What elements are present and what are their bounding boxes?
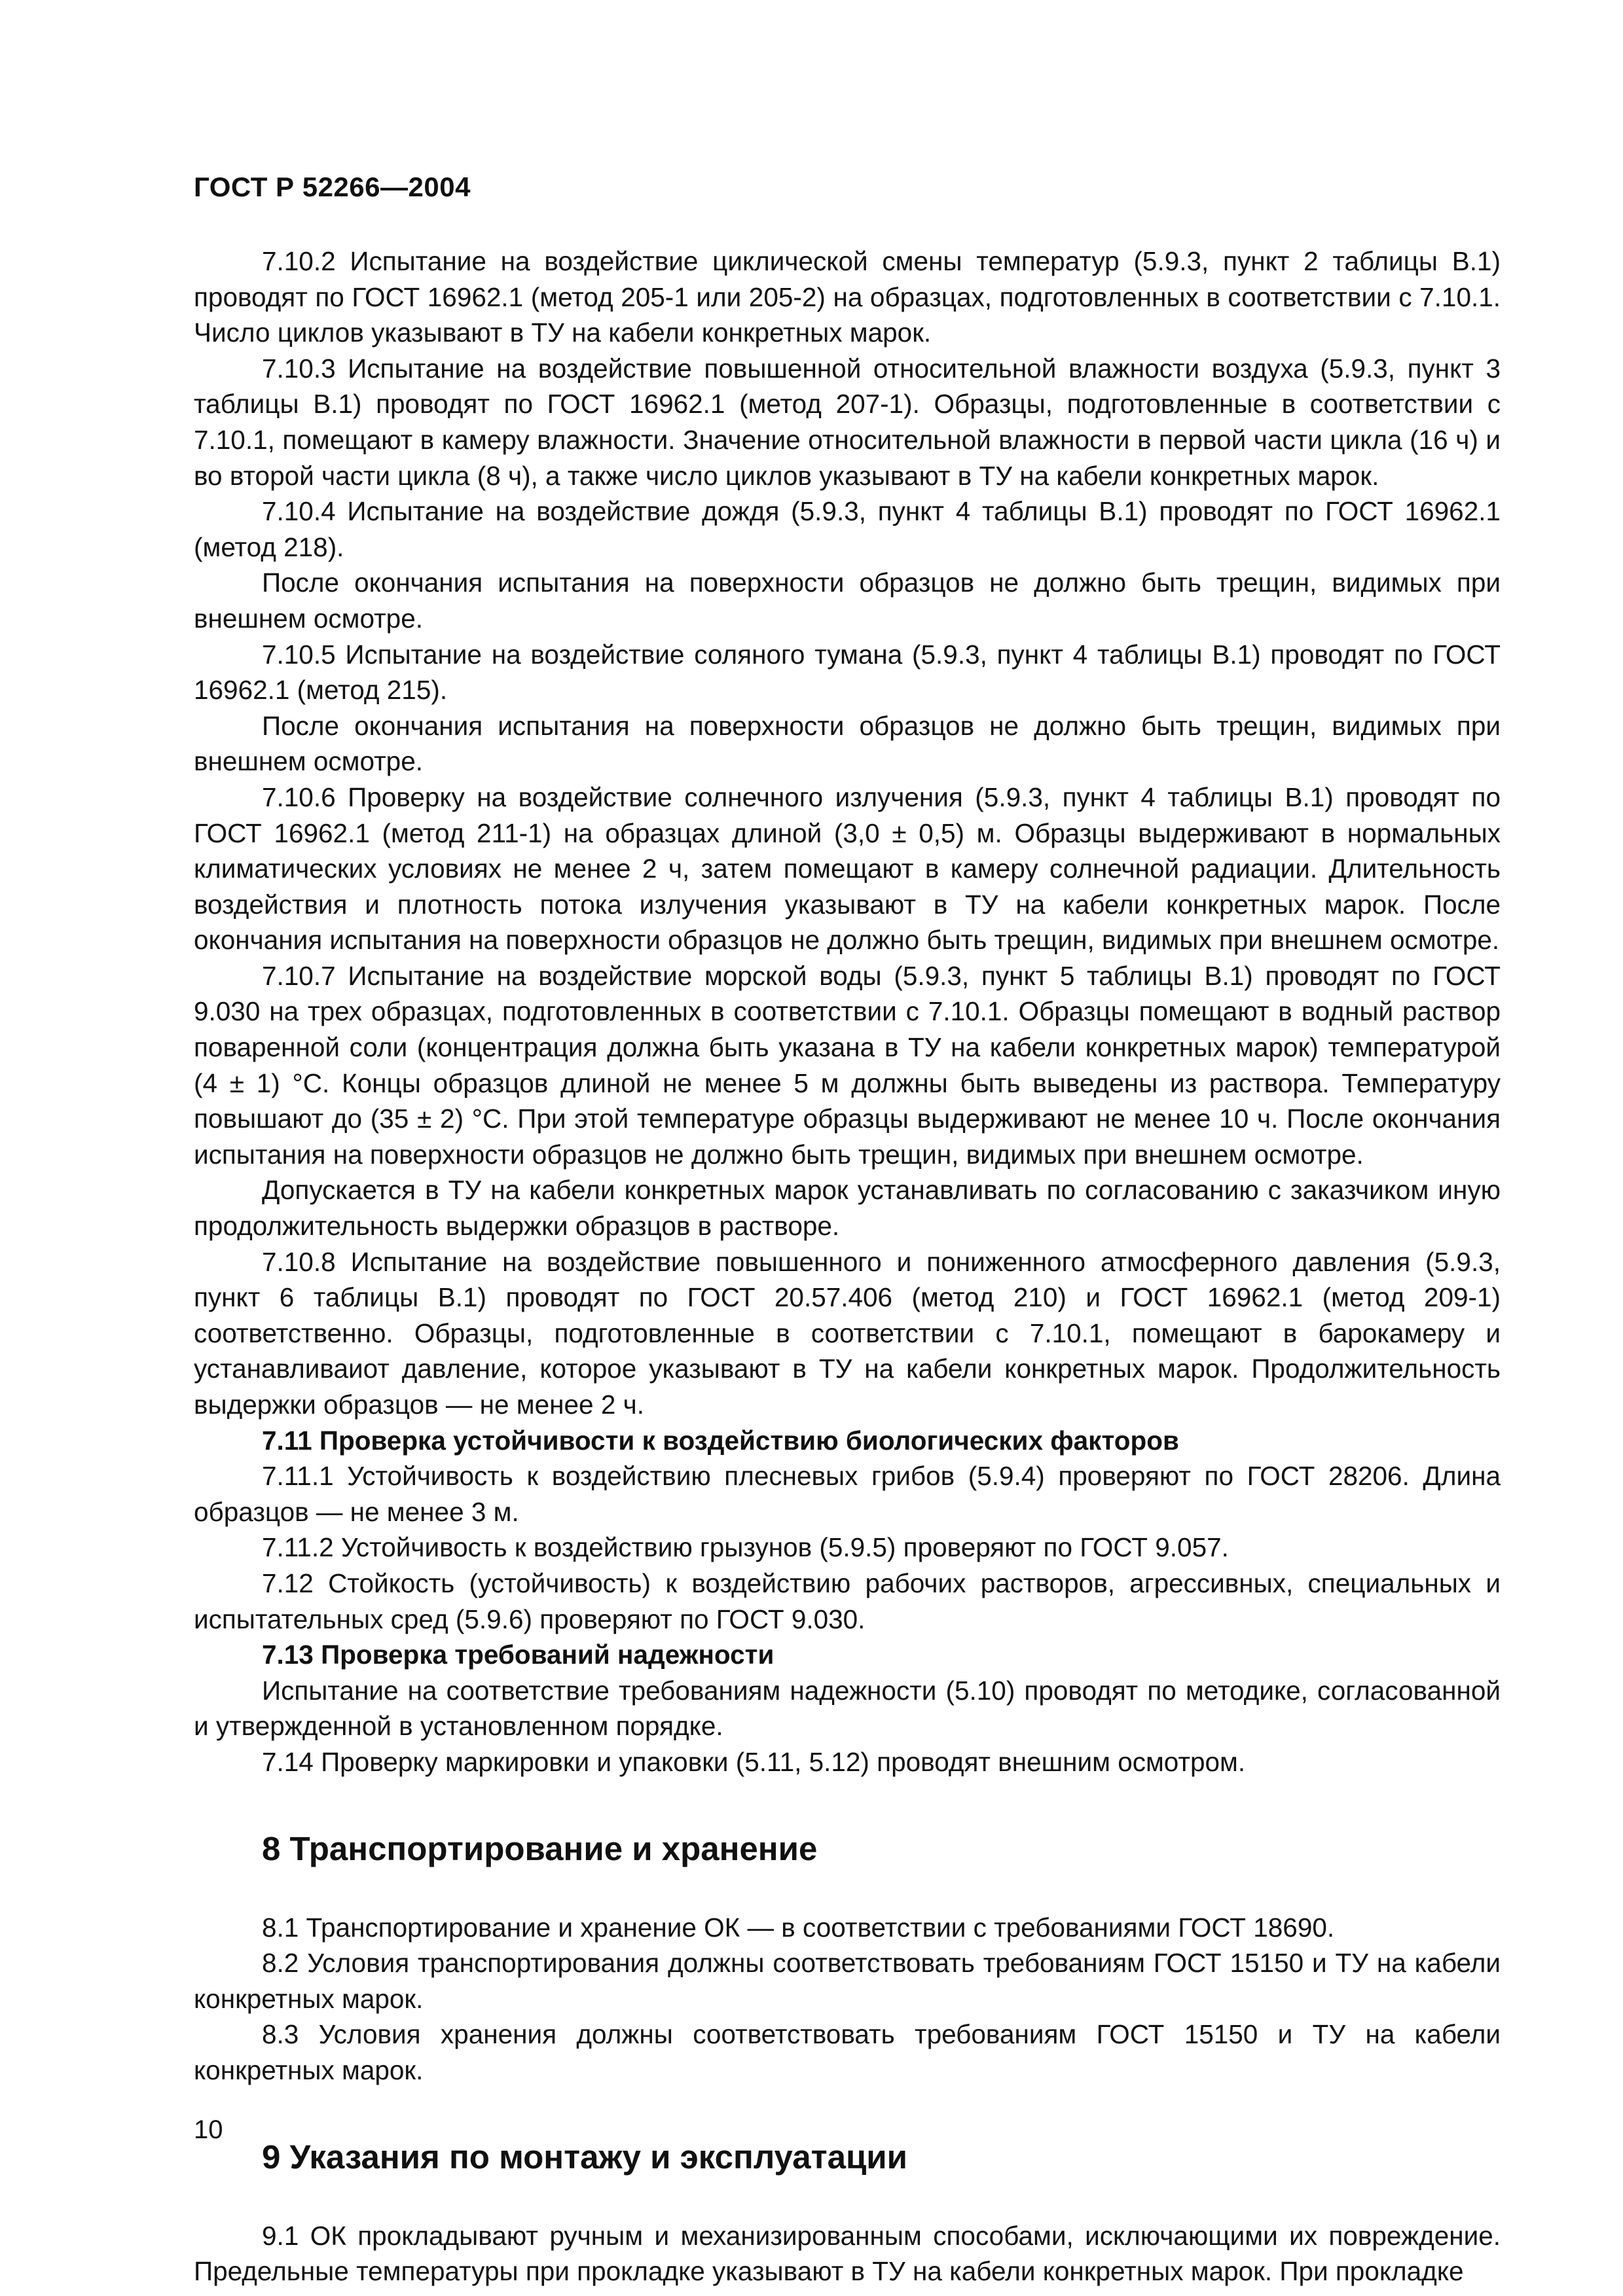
paragraph-8-2: 8.2 Условия транспортирования должны соответствовать требованиям ГОСТ 15150 и ТУ на кабели конкретных марок. [194,1948,1501,2014]
page-number: 10 [194,2115,223,2144]
section-8-title: 8 Транспортирование и хранение [262,1829,818,1867]
paragraph-7-10-8: 7.10.8 Испытание на воздействие повышенного и пониженного атмосферного давления (5.9.3, пункт 6 таблицы В.1) проводят по ГОСТ 20.57.406 (метод 210) и ГОСТ 16962.1 (метод 209-1) соответственно. Образцы, подготовленные в соответствии с 7.10.1, помещают в барокамеру и устанавливаиот давление, которое указывают в ТУ на кабели конкретных марок. Продолжительность выдержки образцов — не менее 2 ч. [194,1246,1501,1420]
paragraph-7-12: 7.12 Стойкость (устойчивость) к воздействию рабочих растворов, агрессивных, специальных и испытательных сред (5.9.6) проверяют по ГОСТ 9.030. [194,1568,1501,1634]
paragraph-7-10-7-note: Допускается в ТУ на кабели конкретных марок устанавливать по согласованию с заказчиком иную продолжительность выдержки образцов в растворе. [194,1175,1501,1242]
paragraph-7-10-5-note: После окончания испытания на поверхности образцов не должно быть трещин, видимых при внешнем осмотре. [194,710,1501,777]
paragraph-7-13: Испытание на соответствие требованиям надежности (5.10) проводят по методике, согласованной и утвержденной в установленном порядке. [194,1675,1501,1742]
paragraph-7-11-1: 7.11.1 Устойчивость к воздействию плесневых грибов (5.9.4) проверяют по ГОСТ 28206. Длина образцов — не менее 3 м. [194,1461,1501,1527]
document-body [194,243,1501,2289]
section-9-title: 9 Указания по монтажу и эксплуатации [262,2138,908,2176]
paragraph-9-1: 9.1 ОК прокладывают ручным и механизированным способами, исключающими их повреждение. Предельные температуры при прокладке указывают в ТУ на кабели конкретных марок. При прокладке [194,2220,1501,2287]
paragraph-7-10-3: 7.10.3 Испытание на воздействие повышенной относительной влажности воздуха (5.9.3, пункт 3 таблицы В.1) проводят по ГОСТ 16962.1 (метод 207-1). Образцы, подготовленные в соответствии с 7.10.1, помещают в камеру влажности. Значение относительной влажности в первой части цикла (16 ч) и во второй части цикла (8 ч), а также число циклов указывают в ТУ на кабели конкретных марок. [194,353,1501,491]
paragraph-7-11-2: 7.11.2 Устойчивость к воздействию грызунов (5.9.5) проверяют по ГОСТ 9.057. [262,1532,1229,1563]
paragraph-7-10-2: 7.10.2 Испытание на воздействие циклической смены температур (5.9.3, пункт 2 таблицы В.1) проводят по ГОСТ 16962.1 (метод 205-1 или 205-2) на образцах, подготовленных в соответствии с 7.10.1. Число циклов указывают в ТУ на кабели конкретных марок. [194,246,1501,348]
subheading-7-11: 7.11 Проверка устойчивости к воздействию биологических факторов [262,1425,1179,1456]
paragraph-7-10-4-note: После окончания испытания на поверхности образцов не должно быть трещин, видимых при внешнем осмотре. [194,567,1501,634]
paragraph-7-10-7: 7.10.7 Испытание на воздействие морской воды (5.9.3, пункт 5 таблицы В.1) проводят по ГОСТ 9.030 на трех образцах, подготовленных в соответствии с 7.10.1. Образцы помещают в водный раствор поваренной соли (концентрация должна быть указана в ТУ на кабели конкретных марок) температурой (4 ± 1) °С. Концы образцов длиной не менее 5 м должны быть выведены из раствора. Температуру повышают до (35 ± 2) °С. При этой температуре образцы выдерживают не менее 10 ч. После окончания испытания на поверхности образцов не должно быть трещин, видимых при внешнем осмотре. [194,960,1501,1170]
document-header: ГОСТ Р 52266—2004 [194,171,471,202]
paragraph-7-10-5: 7.10.5 Испытание на воздействие соляного тумана (5.9.3, пункт 4 таблицы В.1) проводят по ГОСТ 16962.1 (метод 215). [194,639,1501,706]
paragraph-7-10-6: 7.10.6 Проверку на воздействие солнечного излучения (5.9.3, пункт 4 таблицы В.1) проводят по ГОСТ 16962.1 (метод 211-1) на образцах длиной (3,0 ± 0,5) м. Образцы выдерживают в нормальных климатических условиях не менее 2 ч, затем помещают в камеру солнечной радиации. Длительность воздействия и плотность потока излучения указывают в ТУ на кабели конкретных марок. После окончания испытания на поверхности образцов не должно быть трещин, видимых при внешнем осмотре. [194,781,1501,956]
subheading-7-13: 7.13 Проверка требований надежности [262,1640,775,1670]
paragraph-7-14: 7.14 Проверку маркировки и упаковки (5.11, 5.12) проводят внешним осмотром. [262,1746,1246,1777]
paragraph-7-10-4: 7.10.4 Испытание на воздействие дождя (5.9.3, пункт 4 таблицы В.1) проводят по ГОСТ 16962.1 (метод 218). [194,496,1501,562]
paragraph-8-3: 8.3 Условия хранения должны соответствовать требованиям ГОСТ 15150 и ТУ на кабели конкретных марок. [194,2019,1501,2085]
paragraph-8-1: 8.1 Транспортирование и хранение ОК — в соответствии с требованиями ГОСТ 18690. [262,1912,1335,1943]
